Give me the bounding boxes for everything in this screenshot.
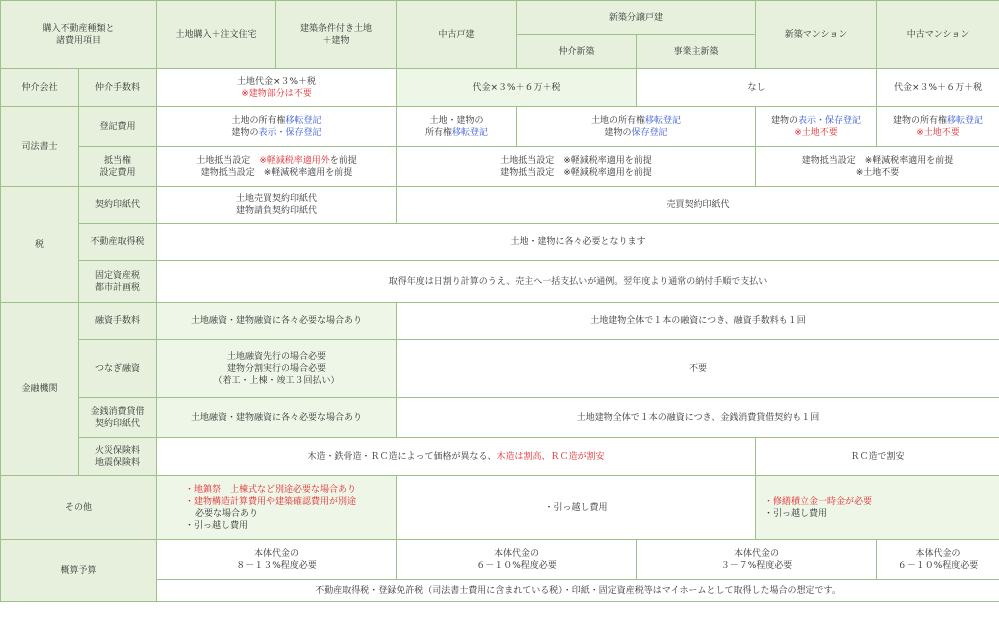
item-acquisition-tax: 不動産取得税 (79, 224, 157, 261)
other-mansion: ・修繕積立金一時金が必要 ・引っ越し費用 (756, 476, 999, 540)
other-land: ・地鎮祭 上棟式など別途必要な場合あり ・建物構造計算費用や建築確認費用が別途 必要な場合あり ・引っ越し費用 (157, 476, 397, 540)
registration-new-lot: 土地の所有権移転登記 建物の保存登記 (517, 107, 756, 147)
mortgage-mid: 土地抵当設定 ※軽減税率適用を前提 建物抵当設定 ※軽減税率適用を前提 (397, 147, 756, 187)
bridge-loan-rest: 不要 (397, 340, 999, 398)
header-land-custom: 土地購入＋注文住宅 (157, 1, 276, 69)
header-new-lot-agent: 仲介新築 (517, 35, 637, 69)
registration-land: 土地の所有権移転登記 建物の表示・保存登記 (157, 107, 397, 147)
loan-fee-land: 土地融資・建物融資に各々必要な場合あり (157, 303, 397, 340)
group-finance: 金融機関 (1, 303, 79, 476)
insurance-text: 木造・鉄骨造・ＲＣ造によって価格が異なる、木造は割高、ＲＣ造が割安 (157, 438, 756, 476)
loan-contract-rest: 土地建物全体で１本の融資につき、金銭消費貸借契約も１回 (397, 398, 999, 438)
header-new-lot-seller: 事業主新築 (637, 35, 756, 69)
header-new-mansion: 新築マンション (756, 1, 877, 69)
loan-contract-land: 土地融資・建物融資に各々必要な場合あり (157, 398, 397, 438)
group-tax: 税 (1, 187, 79, 303)
header-new-lot: 新築分譲戸建 (517, 1, 756, 35)
mortgage-land: 土地抵当設定 ※軽減税率適用外を前提 建物抵当設定 ※軽減税率適用を前提 (157, 147, 397, 187)
brokerage-none: なし (637, 69, 877, 107)
item-stamp: 契約印紙代 (79, 187, 157, 224)
bridge-loan-land: 土地融資先行の場合必要 建物分割実行の場合必要 （着工・上棟・竣工３回払い） (157, 340, 397, 398)
registration-new-mansion: 建物の表示・保存登記 ※土地不要 (756, 107, 877, 147)
item-fixed-asset-tax: 固定資産税 都市計画税 (79, 261, 157, 303)
other-mid: ・引っ越し費用 (397, 476, 756, 540)
group-budget: 概算予算 (1, 540, 157, 602)
item-brokerage-fee: 仲介手数料 (79, 69, 157, 107)
group-brokerage: 仲介会社 (1, 69, 79, 107)
acquisition-tax-text: 土地・建物に各々必要となります (157, 224, 999, 261)
brokerage-land: 土地代金×３%＋税 ※建物部分は不要 (157, 69, 397, 107)
budget-land: 本体代金の ８－１３%程度必要 (157, 540, 397, 580)
insurance-rc: ＲＣ造で割安 (756, 438, 999, 476)
group-scrivener: 司法書士 (1, 107, 79, 187)
header-land-cond: 建築条件付き土地 ＋建物 (276, 1, 397, 69)
group-other: その他 (1, 476, 157, 540)
stamp-rest: 売買契約印紙代 (397, 187, 999, 224)
loan-fee-rest: 土地建物全体で１本の融資につき、融資手数料も１回 (397, 303, 999, 340)
item-loan-contract: 金銭消費貸借 契約印紙代 (79, 398, 157, 438)
brokerage-used-mansion: 代金×３%＋６万＋税 (877, 69, 999, 107)
budget-new: 本体代金の ３－７%程度必要 (637, 540, 877, 580)
brokerage-mid: 代金×３%＋６万＋税 (397, 69, 637, 107)
budget-used-house: 本体代金の ６－１０%程度必要 (397, 540, 637, 580)
header-corner: 購入不動産種類と 諸費用項目 (1, 1, 157, 69)
header-used-mansion: 中古マンション (877, 1, 999, 69)
registration-used-house: 土地・建物の 所有権移転登記 (397, 107, 517, 147)
stamp-land: 土地売買契約印紙代 建物請負契約印紙代 (157, 187, 397, 224)
item-bridge-loan: つなぎ融資 (79, 340, 157, 398)
budget-used-mansion: 本体代金の ６－１０%程度必要 (877, 540, 999, 580)
item-loan-fee: 融資手数料 (79, 303, 157, 340)
header-used-house: 中古戸建 (397, 1, 517, 69)
item-insurance: 火災保険料 地震保険料 (79, 438, 157, 476)
budget-note: 不動産取得税・登録免許税（司法書士費用に含まれている税）・印紙・固定資産税等はマイホームとして取得した場合の想定です。 (157, 580, 999, 602)
registration-used-mansion: 建物の所有権移転登記 ※土地不要 (877, 107, 999, 147)
item-mortgage-fee: 抵当権 設定費用 (79, 147, 157, 187)
mortgage-mansion: 建物抵当設定 ※軽減税率適用を前提 ※土地不要 (756, 147, 999, 187)
item-registration-fee: 登記費用 (79, 107, 157, 147)
fixed-asset-tax-text: 取得年度は日割り計算のうえ、売主へ一括支払いが通例。翌年度より通常の納付手順で支払い (157, 261, 999, 303)
